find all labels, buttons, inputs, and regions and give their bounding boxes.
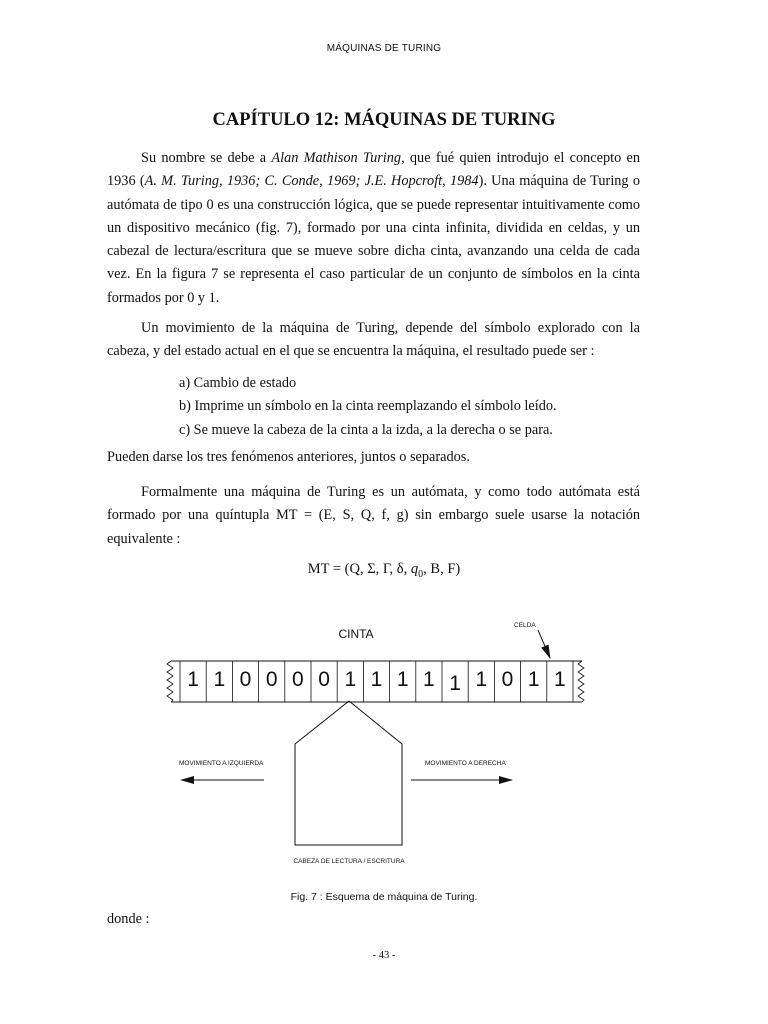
- page-number: - 43 -: [372, 950, 396, 961]
- move-right-label: MOVIMIENTO A DERECHA: [425, 760, 506, 767]
- tape-cell-symbol: 1: [396, 668, 409, 691]
- donde-text: donde :: [107, 911, 150, 927]
- formula-before: MT = (Q, Σ, Γ, δ,: [307, 561, 411, 577]
- tape-cell-symbol: 1: [213, 668, 226, 691]
- result-list: [179, 372, 557, 442]
- para1-text-a: Su nombre se debe a: [141, 150, 272, 166]
- formula-after: , B, F): [423, 561, 461, 577]
- paragraph-movement: [107, 317, 640, 364]
- tape-cell-symbol: 0: [501, 668, 514, 691]
- list-item: b) Imprime un símbolo en la cinta reemplazando el símbolo leído.: [179, 398, 557, 415]
- tape-cell-symbol: 1: [449, 672, 461, 695]
- cell-label: CELDA: [514, 622, 536, 629]
- paragraph-phenomena: Pueden darse los tres fenómenos anteriores, juntos o separados.: [107, 449, 470, 465]
- para4-text: Formalmente una máquina de Turing es un autómata, y como todo autómata está formado por una quíntupla MT = (E, S, Q, f, g) sin embargo suele usarse la notación equivalente :: [107, 484, 640, 547]
- tape-cell-symbol: 0: [318, 668, 330, 691]
- tape-cell-symbol: 1: [423, 668, 435, 691]
- formula-q: q: [410, 561, 419, 577]
- move-left-label: MOVIMIENTO A IZQUIERDA: [179, 760, 264, 767]
- list-item: a) Cambio de estado: [179, 375, 297, 391]
- author-name: Alan Mathison Turing: [271, 150, 402, 166]
- tape-cell-symbol: 1: [344, 668, 357, 691]
- cell-pointer-arrow: [538, 630, 550, 658]
- tape-cells: [180, 661, 573, 702]
- tape-cell-symbol: 1: [187, 668, 199, 691]
- tape-cell-symbol: 0: [239, 668, 252, 691]
- list-item: c) Se mueve la cabeza de la cinta a la izda, a la derecha o se para.: [179, 421, 553, 438]
- tape-cell-symbol: 0: [265, 668, 278, 691]
- formula: [0, 561, 768, 580]
- head-label: CABEZA DE LECTURA / ESCRITURA: [293, 858, 405, 865]
- tape-cell-symbol: 0: [292, 668, 304, 691]
- turing-machine-figure: [0, 600, 768, 885]
- para1-text-b: , que fué quien introdujo el concepto en 1936 (: [107, 150, 641, 190]
- running-header: MÁQUINAS DE TURING: [326, 43, 442, 54]
- para1-text-c: ). Una máquina de Turing o autómata de tipo 0 es una construcción lógica, que se puede representar intuitivamente como un dispositivo mecánico (fig. 7), formado por una cinta infinita, dividida en celdas, y un cabezal de lectura/escritura que se mueve sobre dicha cinta, avanzando una celda de cada vez. En la figura 7 se representa el caso particular de un conjunto de símbolos en la cinta formados por 0 y 1.: [107, 173, 640, 306]
- tape-cell-symbol: 1: [370, 668, 383, 691]
- formula-sub: 0: [418, 568, 424, 580]
- figure-caption: Fig. 7 : Esquema de máquina de Turing.: [290, 891, 478, 903]
- references: A. M. Turing, 1936; C. Conde, 1969; J.E. Hopcroft, 1984: [144, 173, 479, 190]
- tape-cell-symbol: 1: [527, 668, 540, 691]
- tape-left-break: [167, 661, 173, 702]
- tape-right-break: [578, 661, 584, 702]
- read-write-head: [295, 701, 402, 845]
- tape-label: CINTA: [338, 627, 374, 641]
- paragraph-formal: [107, 481, 640, 551]
- tape-cell-symbol: 1: [475, 668, 488, 691]
- chapter-title: CAPÍTULO 12: MÁQUINAS DE TURING: [212, 110, 556, 130]
- tape: [167, 661, 584, 702]
- paragraph-intro: [107, 147, 640, 310]
- tape-cell-symbol: 1: [554, 668, 566, 691]
- para2-text: Un movimiento de la máquina de Turing, depende del símbolo explorado con la cabeza, y del estado actual en el que se encuentra la máquina, el resultado puede ser :: [107, 320, 640, 360]
